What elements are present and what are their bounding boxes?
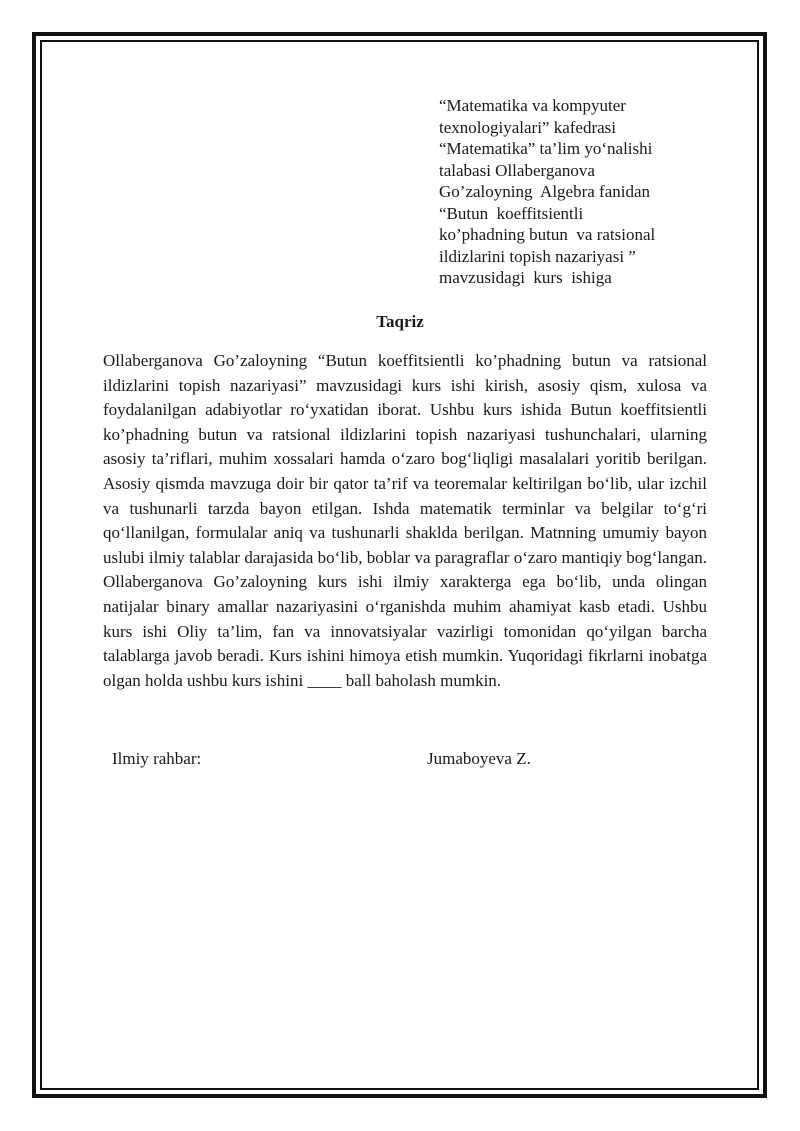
review-body-paragraph: Ollaberganova Go’zaloyning “Butun koeffitsientli ko’phadning butun va ratsional ildizlarini topish nazariyasi” mavzusidagi kurs ishi kirish, asosiy qism, xulosa va foydalanilgan adabiyotlar ro‘yxatidan iborat. Ushbu kurs ishida Butun koeffitsientli ko’phadning butun va ratsional ildizlarini topish nazariyasi tushunchalari, ularning asosiy ta’riflari, muhim xossalari hamda o‘zaro bog‘liqligi masalalari yoritib berilgan. Asosiy qismda mavzuga doir bir qator ta’rif va teoremalar keltirilgan bo‘lib, ular izchil va tushunarli tarzda bayon etilgan. Ishda matematik terminlar va belgilar to‘g‘ri qo‘llanilgan, formulalar aniq va tushunarli shaklda berilgan. Matnning umumiy bayon uslubi ilmiy talablar darajasida bo‘lib, boblar va paragraflar o‘zaro mantiqiy bog‘langan. Ollaberganova Go’zaloyning kurs ishi ilmiy xarakterga ega bo‘lib, unda olingan natijalar binary amallar nazariyasini o‘rganishda muhim ahamiyat kasb etadi. Ushbu kurs ishi Oliy ta’lim, fan va innovatsiyalar vazirligi tomonidan qo‘yilgan barcha talablarga javob beradi. Kurs ishini himoya etish mumkin. Yuqoridagi fikrlarni inobatga olgan holda ushbu kurs ishini ____ ball baholash mumkin. — [103, 351, 707, 690]
addressee-line: “Butun koeffitsientli — [439, 203, 584, 223]
addressee-line: talabasi Ollaberganova — [439, 160, 595, 180]
addressee-block — [439, 95, 739, 289]
addressee-line: “Matematika va kompyuter — [439, 96, 626, 115]
addressee-line: mavzusidagi kurs ishiga — [439, 268, 612, 287]
addressee-line: “Matematika” ta’lim yo‘nalishi — [439, 139, 653, 158]
addressee-line: Go’zaloyning Algebra fanidan — [439, 182, 651, 201]
signature-label: Ilmiy rahbar: — [112, 749, 202, 768]
addressee-line: texnologiyalari” kafedrasi — [439, 117, 617, 137]
addressee-line: ildizlarini topish nazariyasi ” — [439, 246, 636, 266]
signature-name: Jumaboyeva Z. — [427, 749, 531, 768]
document-title: Taqriz — [376, 312, 424, 331]
addressee-line: ko’phadning butun va ratsional — [439, 225, 656, 244]
